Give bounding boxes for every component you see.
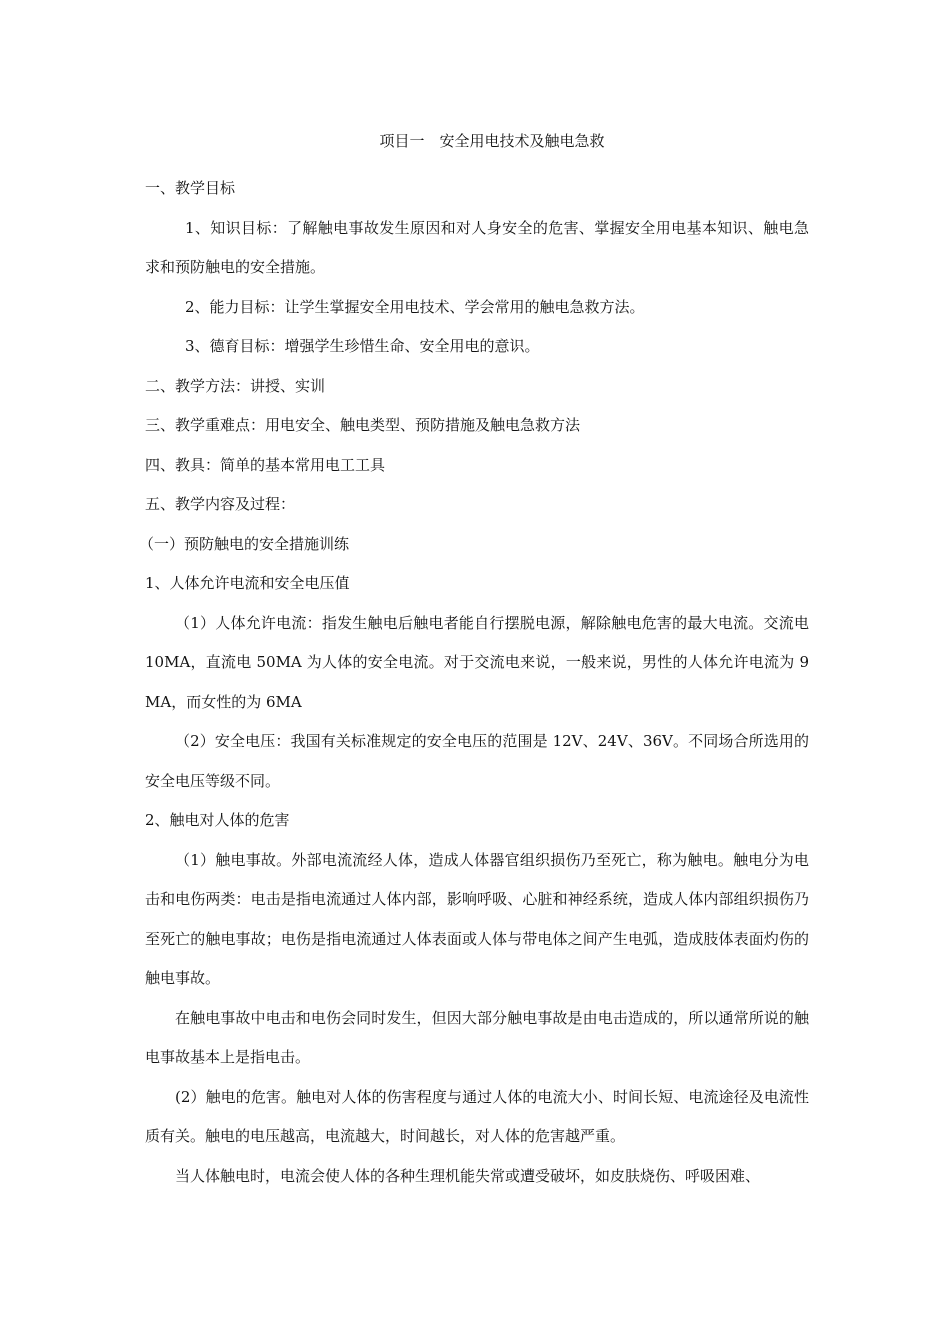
objective-moral: 3、德育目标：增强学生珍惜生命、安全用电的意识。	[185, 337, 540, 355]
objective-ability: 2、能力目标：让学生掌握安全用电技术、学会常用的触电急救方法。	[185, 297, 645, 316]
section-heading-methods: 二、教学方法：讲授、实训	[145, 376, 326, 395]
paragraph-accident: （1）触电事故。外部电流流经人体，造成人体器官组织损伤乃至死亡，称为触电。触电分为电击和电伤两类：电击是指电流通过人体内部，影响呼吸、心脏和神经系统，造成人体内部组织损伤乃至死亡的触电事故；电伤是指电流通过人体表面或人体与带电体之间产生电弧，造成肢体表面灼伤的触电事故。	[145, 850, 809, 987]
paragraph-electric-shock: 在触电事故中电击和电伤会同时发生，但因大部分触电事故是由电击造成的，所以通常所说的触电事故基本上是指电击。	[145, 1008, 809, 1066]
section-heading-key-points: 三、教学重难点：用电安全、触电类型、预防措施及触电急救方法	[145, 416, 581, 434]
paragraph-safe-voltage: （2）安全电压：我国有关标准规定的安全电压的范围是 12V、24V、36V。不同场合所选用的安全电压等级不同。	[145, 732, 809, 790]
subsection-heading-prevention: （一）预防触电的安全措施训练	[139, 534, 350, 553]
paragraph-hazard-degree: (2）触电的危害。触电对人体的伤害程度与通过人体的电流大小、时间长短、电流途径及电流性质有关。触电的电压越高，电流越大，时间越长，对人体的危害越严重。	[145, 1087, 809, 1145]
document-title: 项目一 安全用电技术及触电急救	[379, 132, 605, 150]
section-heading-tools: 四、教具：简单的基本常用电工工具	[145, 455, 386, 474]
item-heading-hazards: 2、触电对人体的危害	[145, 811, 290, 829]
section-heading-objectives: 一、教学目标	[145, 179, 236, 197]
paragraph-allowed-current: （1）人体允许电流：指发生触电后触电者能自行摆脱电源，解除触电危害的最大电流。交流电 10MA，直流电 50MA 为人体的安全电流。对于交流电来说，一般来说，男性的人体允许电流为 9MA，而女性的为 6MA	[145, 613, 809, 711]
document-body	[139, 169, 809, 1196]
objective-knowledge: 1、知识目标：了解触电事故发生原因和对人身安全的危害、掌握安全用电基本知识、触电急求和预防触电的安全措施。	[145, 218, 809, 276]
section-heading-content: 五、教学内容及过程：	[145, 495, 296, 513]
item-heading-allowed-current: 1、人体允许电流和安全电压值	[145, 574, 350, 592]
paragraph-body-effects: 当人体触电时，电流会使人体的各种生理机能失常或遭受破坏，如皮肤烧伤、呼吸困难、	[175, 1166, 761, 1185]
